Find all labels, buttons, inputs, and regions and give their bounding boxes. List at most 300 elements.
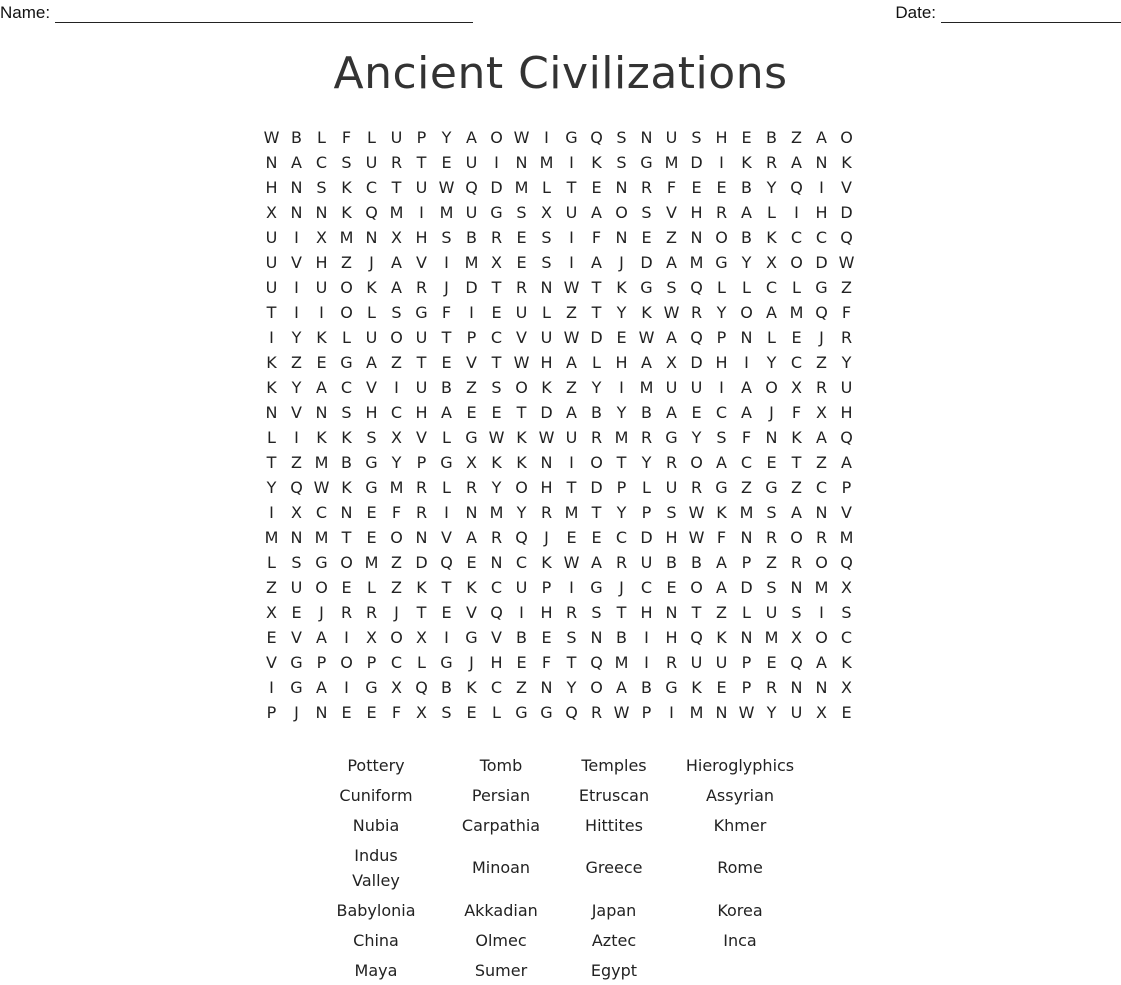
grid-letter[interactable]: P: [641, 703, 652, 722]
grid-letter[interactable]: W: [563, 328, 580, 347]
grid-letter[interactable]: H: [265, 178, 278, 197]
grid-letter[interactable]: E: [516, 228, 527, 247]
grid-letter[interactable]: P: [741, 553, 752, 572]
grid-letter[interactable]: Z: [291, 453, 302, 472]
grid-letter[interactable]: E: [691, 178, 702, 197]
grid-letter[interactable]: Q: [840, 428, 853, 447]
grid-letter[interactable]: U: [390, 128, 403, 147]
grid-letter[interactable]: H: [615, 353, 628, 372]
grid-letter[interactable]: Y: [616, 303, 627, 322]
grid-letter[interactable]: A: [791, 153, 802, 172]
grid-letter[interactable]: D: [815, 253, 828, 272]
grid-letter[interactable]: U: [315, 278, 328, 297]
grid-letter[interactable]: W: [313, 478, 330, 497]
grid-letter[interactable]: A: [441, 403, 452, 422]
grid-letter[interactable]: X: [416, 703, 427, 722]
grid-letter[interactable]: E: [766, 453, 777, 472]
grid-letter[interactable]: S: [616, 153, 627, 172]
grid-letter[interactable]: Z: [741, 478, 752, 497]
grid-letter[interactable]: Y: [766, 178, 777, 197]
grid-letter[interactable]: M: [364, 553, 379, 572]
grid-letter[interactable]: M: [314, 528, 329, 547]
grid-letter[interactable]: N: [315, 703, 328, 722]
grid-letter[interactable]: K: [266, 378, 277, 397]
grid-letter[interactable]: I: [294, 303, 299, 322]
grid-letter[interactable]: J: [369, 253, 374, 272]
grid-letter[interactable]: T: [616, 453, 627, 472]
grid-letter[interactable]: R: [490, 528, 503, 547]
grid-letter[interactable]: Q: [790, 178, 803, 197]
grid-letter[interactable]: S: [841, 603, 852, 622]
grid-letter[interactable]: K: [341, 203, 352, 222]
grid-letter[interactable]: A: [616, 678, 627, 697]
grid-letter[interactable]: F: [591, 228, 602, 247]
grid-letter[interactable]: G: [665, 428, 678, 447]
date-blank-line[interactable]: [941, 4, 1121, 23]
grid-letter[interactable]: G: [640, 153, 653, 172]
grid-letter[interactable]: I: [294, 228, 299, 247]
grid-letter[interactable]: R: [715, 203, 728, 222]
grid-letter[interactable]: B: [516, 628, 527, 647]
grid-letter[interactable]: L: [417, 653, 426, 672]
grid-letter[interactable]: U: [665, 378, 678, 397]
grid-letter[interactable]: K: [841, 153, 852, 172]
grid-letter[interactable]: W: [538, 428, 555, 447]
grid-letter[interactable]: C: [365, 178, 378, 197]
grid-letter[interactable]: E: [641, 228, 652, 247]
grid-letter[interactable]: P: [466, 328, 477, 347]
grid-letter[interactable]: O: [340, 278, 353, 297]
grid-letter[interactable]: Y: [841, 353, 852, 372]
grid-letter[interactable]: X: [316, 228, 327, 247]
grid-letter[interactable]: G: [465, 628, 478, 647]
grid-letter[interactable]: J: [769, 403, 774, 422]
grid-letter[interactable]: I: [444, 503, 449, 522]
grid-letter[interactable]: G: [590, 578, 603, 597]
grid-letter[interactable]: W: [563, 278, 580, 297]
grid-letter[interactable]: J: [394, 603, 399, 622]
grid-letter[interactable]: N: [540, 678, 553, 697]
grid-letter[interactable]: E: [466, 553, 477, 572]
grid-letter[interactable]: N: [315, 403, 328, 422]
grid-letter[interactable]: K: [341, 478, 352, 497]
grid-letter[interactable]: W: [563, 553, 580, 572]
grid-letter[interactable]: C: [815, 478, 828, 497]
grid-letter[interactable]: V: [291, 628, 302, 647]
grid-letter[interactable]: V: [466, 603, 477, 622]
grid-letter[interactable]: A: [741, 378, 752, 397]
grid-letter[interactable]: D: [415, 553, 428, 572]
grid-letter[interactable]: L: [267, 553, 276, 572]
grid-letter[interactable]: M: [489, 503, 504, 522]
grid-letter[interactable]: D: [640, 253, 653, 272]
grid-letter[interactable]: M: [539, 153, 554, 172]
grid-letter[interactable]: Q: [690, 328, 703, 347]
grid-letter[interactable]: P: [316, 653, 327, 672]
grid-letter[interactable]: E: [616, 328, 627, 347]
grid-letter[interactable]: L: [742, 603, 751, 622]
grid-letter[interactable]: E: [441, 353, 452, 372]
grid-letter[interactable]: I: [719, 153, 724, 172]
grid-letter[interactable]: U: [690, 653, 703, 672]
grid-letter[interactable]: Y: [591, 378, 602, 397]
grid-letter[interactable]: N: [740, 628, 753, 647]
grid-letter[interactable]: T: [266, 453, 277, 472]
grid-letter[interactable]: Q: [790, 653, 803, 672]
grid-letter[interactable]: G: [540, 703, 553, 722]
grid-letter[interactable]: G: [290, 678, 303, 697]
grid-letter[interactable]: E: [591, 528, 602, 547]
grid-letter[interactable]: I: [519, 603, 524, 622]
grid-letter[interactable]: Y: [566, 678, 577, 697]
grid-letter[interactable]: V: [491, 628, 502, 647]
grid-letter[interactable]: Z: [466, 378, 477, 397]
grid-letter[interactable]: R: [665, 453, 678, 472]
grid-letter[interactable]: E: [266, 628, 277, 647]
grid-letter[interactable]: R: [490, 228, 503, 247]
grid-letter[interactable]: K: [366, 278, 377, 297]
grid-letter[interactable]: N: [340, 503, 353, 522]
grid-letter[interactable]: T: [791, 453, 802, 472]
grid-letter[interactable]: N: [290, 528, 303, 547]
grid-letter[interactable]: D: [840, 203, 853, 222]
grid-letter[interactable]: V: [516, 328, 527, 347]
grid-letter[interactable]: V: [266, 653, 277, 672]
grid-letter[interactable]: O: [390, 628, 403, 647]
grid-letter[interactable]: I: [569, 253, 574, 272]
grid-letter[interactable]: X: [791, 378, 802, 397]
grid-letter[interactable]: V: [841, 503, 852, 522]
grid-letter[interactable]: S: [316, 178, 327, 197]
grid-letter[interactable]: R: [665, 653, 678, 672]
grid-letter[interactable]: E: [466, 703, 477, 722]
grid-letter[interactable]: N: [765, 428, 778, 447]
grid-letter[interactable]: S: [666, 503, 677, 522]
grid-letter[interactable]: K: [541, 378, 552, 397]
grid-letter[interactable]: X: [491, 253, 502, 272]
grid-letter[interactable]: A: [741, 403, 752, 422]
grid-letter[interactable]: F: [716, 528, 727, 547]
grid-letter[interactable]: D: [465, 278, 478, 297]
grid-letter[interactable]: D: [640, 528, 653, 547]
grid-letter[interactable]: L: [717, 278, 726, 297]
grid-letter[interactable]: B: [691, 553, 702, 572]
grid-letter[interactable]: Z: [341, 253, 352, 272]
grid-letter[interactable]: P: [366, 653, 377, 672]
grid-letter[interactable]: R: [415, 278, 428, 297]
grid-letter[interactable]: N: [590, 628, 603, 647]
grid-letter[interactable]: P: [641, 503, 652, 522]
grid-letter[interactable]: Q: [815, 303, 828, 322]
grid-letter[interactable]: D: [690, 353, 703, 372]
grid-letter[interactable]: C: [715, 403, 728, 422]
grid-letter[interactable]: P: [741, 653, 752, 672]
grid-letter[interactable]: O: [840, 128, 853, 147]
grid-letter[interactable]: V: [291, 253, 302, 272]
grid-letter[interactable]: O: [615, 203, 628, 222]
grid-letter[interactable]: H: [690, 203, 703, 222]
grid-letter[interactable]: A: [816, 653, 827, 672]
grid-letter[interactable]: K: [791, 428, 802, 447]
grid-letter[interactable]: S: [566, 628, 577, 647]
grid-letter[interactable]: U: [265, 228, 278, 247]
grid-letter[interactable]: J: [469, 653, 474, 672]
grid-letter[interactable]: H: [640, 603, 653, 622]
grid-letter[interactable]: T: [416, 603, 427, 622]
grid-letter[interactable]: M: [464, 253, 479, 272]
grid-letter[interactable]: Y: [691, 428, 702, 447]
grid-letter[interactable]: M: [339, 228, 354, 247]
grid-letter[interactable]: N: [465, 503, 478, 522]
grid-letter[interactable]: L: [767, 203, 776, 222]
grid-letter[interactable]: T: [516, 403, 527, 422]
grid-letter[interactable]: P: [841, 478, 852, 497]
grid-letter[interactable]: W: [738, 703, 755, 722]
grid-letter[interactable]: C: [315, 503, 328, 522]
grid-letter[interactable]: A: [666, 328, 677, 347]
grid-letter[interactable]: L: [792, 278, 801, 297]
grid-letter[interactable]: R: [415, 478, 428, 497]
grid-letter[interactable]: M: [314, 453, 329, 472]
grid-letter[interactable]: R: [765, 153, 778, 172]
grid-letter[interactable]: H: [815, 203, 828, 222]
grid-letter[interactable]: A: [391, 253, 402, 272]
grid-letter[interactable]: E: [316, 353, 327, 372]
grid-letter[interactable]: L: [592, 353, 601, 372]
grid-letter[interactable]: Q: [690, 628, 703, 647]
grid-letter[interactable]: L: [442, 428, 451, 447]
grid-letter[interactable]: K: [341, 178, 352, 197]
grid-letter[interactable]: R: [540, 503, 553, 522]
grid-letter[interactable]: C: [840, 628, 853, 647]
grid-letter[interactable]: B: [341, 453, 352, 472]
grid-letter[interactable]: F: [391, 703, 402, 722]
name-field[interactable]: [0, 3, 473, 23]
grid-letter[interactable]: K: [716, 503, 727, 522]
grid-letter[interactable]: Q: [840, 228, 853, 247]
grid-letter[interactable]: T: [441, 328, 452, 347]
grid-letter[interactable]: K: [316, 328, 327, 347]
grid-letter[interactable]: V: [291, 403, 302, 422]
grid-letter[interactable]: M: [514, 178, 529, 197]
grid-letter[interactable]: U: [365, 153, 378, 172]
grid-letter[interactable]: K: [416, 578, 427, 597]
grid-letter[interactable]: M: [639, 378, 654, 397]
grid-letter[interactable]: K: [316, 428, 327, 447]
grid-letter[interactable]: E: [691, 403, 702, 422]
grid-letter[interactable]: K: [741, 153, 752, 172]
grid-letter[interactable]: O: [340, 303, 353, 322]
grid-letter[interactable]: I: [819, 178, 824, 197]
grid-letter[interactable]: A: [666, 403, 677, 422]
grid-letter[interactable]: Y: [441, 128, 452, 147]
grid-letter[interactable]: T: [566, 178, 577, 197]
grid-letter[interactable]: M: [564, 503, 579, 522]
grid-letter[interactable]: T: [266, 303, 277, 322]
grid-letter[interactable]: G: [565, 128, 578, 147]
grid-letter[interactable]: R: [465, 478, 478, 497]
grid-letter[interactable]: I: [644, 653, 649, 672]
grid-letter[interactable]: Q: [465, 178, 478, 197]
grid-letter[interactable]: A: [666, 253, 677, 272]
grid-letter[interactable]: C: [740, 453, 753, 472]
grid-letter[interactable]: R: [340, 603, 353, 622]
grid-letter[interactable]: C: [390, 653, 403, 672]
grid-letter[interactable]: E: [341, 578, 352, 597]
grid-letter[interactable]: A: [641, 353, 652, 372]
grid-letter[interactable]: U: [290, 578, 303, 597]
grid-letter[interactable]: S: [541, 228, 552, 247]
grid-letter[interactable]: V: [366, 378, 377, 397]
grid-letter[interactable]: G: [465, 428, 478, 447]
grid-letter[interactable]: R: [690, 303, 703, 322]
grid-letter[interactable]: U: [465, 153, 478, 172]
grid-letter[interactable]: A: [591, 203, 602, 222]
grid-letter[interactable]: B: [666, 553, 677, 572]
grid-letter[interactable]: T: [491, 353, 502, 372]
grid-letter[interactable]: V: [441, 528, 452, 547]
grid-letter[interactable]: R: [390, 153, 403, 172]
grid-letter[interactable]: E: [516, 653, 527, 672]
grid-letter[interactable]: S: [766, 578, 777, 597]
grid-letter[interactable]: I: [794, 203, 799, 222]
grid-letter[interactable]: X: [416, 628, 427, 647]
grid-letter[interactable]: A: [816, 128, 827, 147]
grid-letter[interactable]: I: [494, 153, 499, 172]
grid-letter[interactable]: G: [340, 353, 353, 372]
grid-letter[interactable]: E: [341, 703, 352, 722]
grid-letter[interactable]: T: [591, 303, 602, 322]
grid-letter[interactable]: F: [341, 128, 352, 147]
grid-letter[interactable]: O: [340, 653, 353, 672]
grid-letter[interactable]: K: [341, 428, 352, 447]
grid-letter[interactable]: T: [341, 528, 352, 547]
grid-letter[interactable]: E: [291, 603, 302, 622]
grid-letter[interactable]: L: [542, 303, 551, 322]
grid-letter[interactable]: O: [515, 378, 528, 397]
grid-letter[interactable]: A: [391, 278, 402, 297]
grid-letter[interactable]: O: [715, 228, 728, 247]
grid-letter[interactable]: N: [265, 153, 278, 172]
grid-letter[interactable]: Q: [415, 678, 428, 697]
grid-letter[interactable]: C: [790, 228, 803, 247]
grid-letter[interactable]: C: [790, 353, 803, 372]
grid-letter[interactable]: N: [290, 203, 303, 222]
grid-letter[interactable]: U: [665, 128, 678, 147]
grid-letter[interactable]: B: [291, 128, 302, 147]
grid-letter[interactable]: G: [440, 453, 453, 472]
grid-letter[interactable]: M: [389, 203, 404, 222]
grid-letter[interactable]: Y: [766, 353, 777, 372]
grid-letter[interactable]: I: [344, 628, 349, 647]
grid-letter[interactable]: V: [666, 203, 677, 222]
grid-letter[interactable]: S: [791, 603, 802, 622]
grid-letter[interactable]: O: [590, 453, 603, 472]
grid-letter[interactable]: V: [416, 428, 427, 447]
grid-letter[interactable]: R: [815, 528, 828, 547]
grid-letter[interactable]: G: [290, 653, 303, 672]
grid-letter[interactable]: O: [790, 253, 803, 272]
grid-letter[interactable]: R: [690, 478, 703, 497]
grid-letter[interactable]: T: [416, 353, 427, 372]
grid-letter[interactable]: F: [741, 428, 752, 447]
grid-letter[interactable]: A: [716, 553, 727, 572]
grid-letter[interactable]: A: [841, 453, 852, 472]
grid-letter[interactable]: X: [666, 353, 677, 372]
grid-letter[interactable]: K: [466, 578, 477, 597]
grid-letter[interactable]: A: [716, 453, 727, 472]
grid-letter[interactable]: U: [515, 578, 528, 597]
grid-letter[interactable]: A: [816, 428, 827, 447]
grid-letter[interactable]: U: [415, 328, 428, 347]
grid-letter[interactable]: B: [641, 678, 652, 697]
grid-letter[interactable]: A: [716, 578, 727, 597]
grid-letter[interactable]: X: [766, 253, 777, 272]
grid-letter[interactable]: N: [665, 603, 678, 622]
grid-letter[interactable]: P: [716, 328, 727, 347]
grid-letter[interactable]: S: [591, 603, 602, 622]
grid-letter[interactable]: W: [613, 703, 630, 722]
grid-letter[interactable]: I: [269, 678, 274, 697]
grid-letter[interactable]: S: [616, 128, 627, 147]
grid-letter[interactable]: I: [569, 578, 574, 597]
grid-letter[interactable]: M: [739, 503, 754, 522]
grid-letter[interactable]: W: [688, 503, 705, 522]
grid-letter[interactable]: J: [444, 278, 449, 297]
grid-letter[interactable]: E: [516, 253, 527, 272]
grid-letter[interactable]: M: [389, 478, 404, 497]
grid-letter[interactable]: T: [591, 503, 602, 522]
grid-letter[interactable]: L: [767, 328, 776, 347]
grid-letter[interactable]: N: [740, 328, 753, 347]
grid-letter[interactable]: R: [765, 528, 778, 547]
grid-letter[interactable]: X: [841, 678, 852, 697]
grid-letter[interactable]: E: [741, 128, 752, 147]
grid-letter[interactable]: T: [391, 178, 402, 197]
grid-letter[interactable]: X: [391, 678, 402, 697]
grid-letter[interactable]: O: [815, 553, 828, 572]
grid-letter[interactable]: S: [366, 428, 377, 447]
grid-letter[interactable]: G: [440, 653, 453, 672]
grid-letter[interactable]: K: [716, 628, 727, 647]
grid-letter[interactable]: T: [491, 278, 502, 297]
grid-letter[interactable]: N: [790, 578, 803, 597]
grid-letter[interactable]: G: [415, 303, 428, 322]
grid-letter[interactable]: O: [490, 128, 503, 147]
grid-letter[interactable]: L: [267, 428, 276, 447]
grid-letter[interactable]: A: [791, 503, 802, 522]
grid-letter[interactable]: P: [416, 128, 427, 147]
grid-letter[interactable]: Q: [515, 528, 528, 547]
grid-letter[interactable]: U: [515, 303, 528, 322]
grid-letter[interactable]: Q: [690, 278, 703, 297]
grid-letter[interactable]: S: [441, 703, 452, 722]
grid-letter[interactable]: N: [490, 553, 503, 572]
grid-letter[interactable]: U: [265, 253, 278, 272]
grid-letter[interactable]: R: [840, 328, 853, 347]
grid-letter[interactable]: E: [566, 528, 577, 547]
grid-letter[interactable]: L: [317, 128, 326, 147]
grid-letter[interactable]: C: [515, 553, 528, 572]
grid-letter[interactable]: X: [816, 403, 827, 422]
grid-letter[interactable]: I: [544, 128, 549, 147]
grid-letter[interactable]: Y: [766, 703, 777, 722]
grid-letter[interactable]: O: [340, 553, 353, 572]
grid-letter[interactable]: I: [469, 303, 474, 322]
grid-letter[interactable]: U: [540, 328, 553, 347]
grid-letter[interactable]: H: [715, 353, 728, 372]
grid-letter[interactable]: X: [541, 203, 552, 222]
